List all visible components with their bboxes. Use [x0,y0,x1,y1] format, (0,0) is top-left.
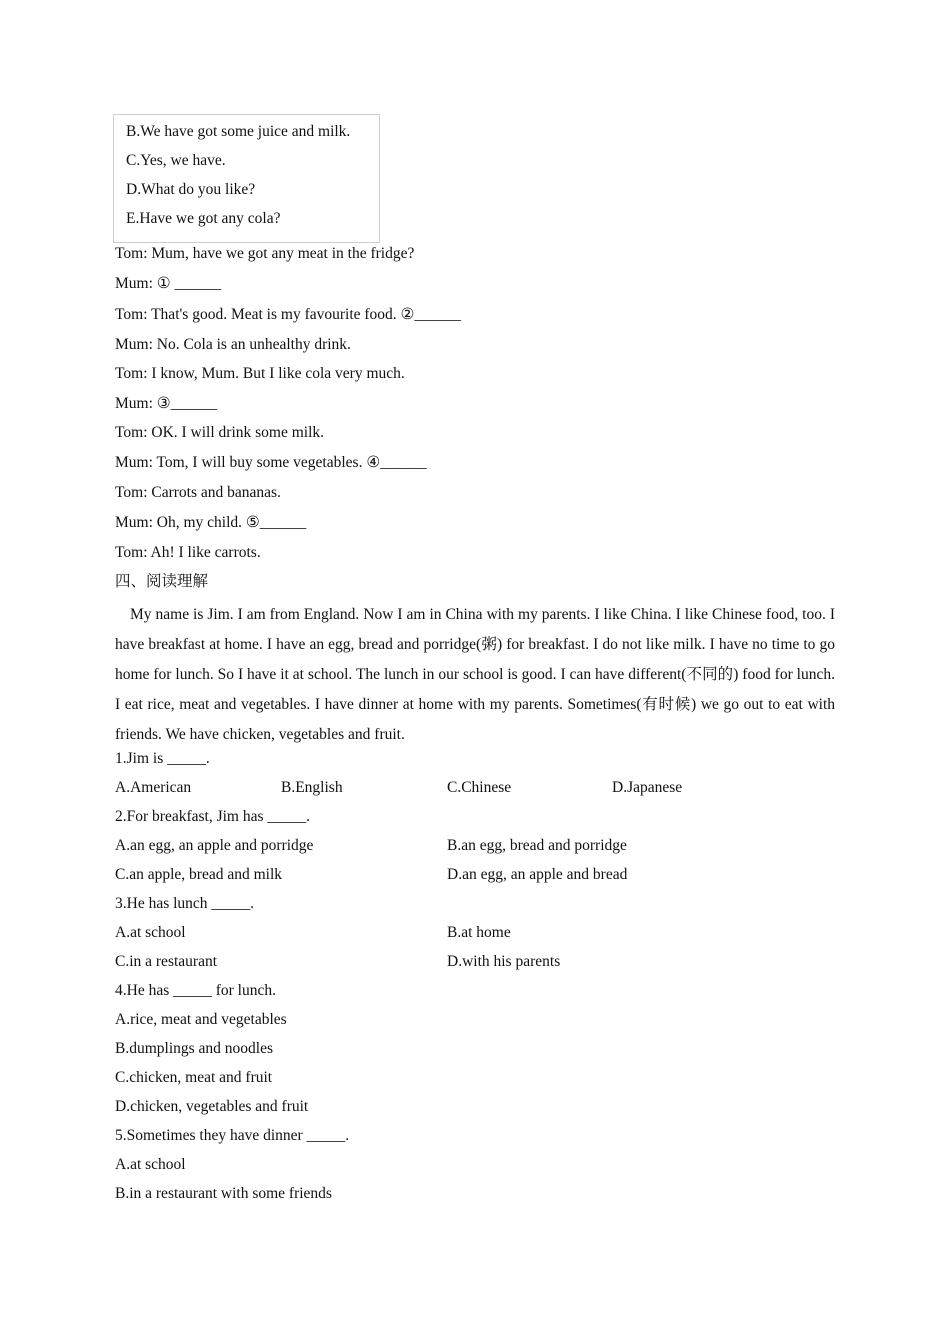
question-5-option-b: B.in a restaurant with some friends [115,1185,332,1202]
dialogue-line: Mum: ③______ [115,395,218,412]
question-5-stem: 5.Sometimes they have dinner _____. [115,1127,350,1144]
question-4-option-b: B.dumplings and noodles [115,1040,274,1057]
dialogue-line: Tom: I know, Mum. But I like cola very much. [115,365,405,382]
question-3-option-c: C.in a restaurant [115,953,218,970]
question-2-option-b: B.an egg, bread and porridge [447,837,627,854]
question-3-option-b: B.at home [447,924,511,941]
dialogue-line: Tom: Carrots and bananas. [115,484,281,501]
question-4-option-a: A.rice, meat and vegetables [115,1011,287,1028]
question-4-option-c: C.chicken, meat and fruit [115,1069,273,1086]
question-2-option-a: A.an egg, an apple and porridge [115,837,314,854]
question-5-option-a: A.at school [115,1156,186,1173]
reading-passage: My name is Jim. I am from England. Now I am in China with my parents. I like China. I like Chinese food, too. I have breakfast at home. I have an egg, bread and porridge(粥) for breakfast. I do not like milk. I have no time to go home for lunch. So I have it at school. The lunch in our school is good. I can have different(不同的) food for lunch. I eat rice, meat and vegetables. I have dinner at home with my parents. Sometimes(有时候) we go out to eat with friends. We have chicken, vegetables and fruit. [115,606,835,743]
box-option-e: E.Have we got any cola? [126,210,281,227]
dialogue-line: Mum: ① ______ [115,275,222,292]
question-2-stem: 2.For breakfast, Jim has _____. [115,808,311,825]
question-4-stem: 4.He has _____ for lunch. [115,982,276,999]
question-1-option-c: C.Chinese [447,779,512,796]
box-option-b: B.We have got some juice and milk. [126,123,351,140]
dialogue-line: Tom: Ah! I like carrots. [115,544,261,561]
section-title: 四、阅读理解 [115,573,209,590]
dialogue-line: Mum: Tom, I will buy some vegetables. ④______ [115,454,427,471]
question-1-stem: 1.Jim is _____. [115,750,210,767]
question-1-option-a: A.American [115,779,192,796]
question-2-option-d: D.an egg, an apple and bread [447,866,628,883]
question-3-option-d: D.with his parents [447,953,561,970]
dialogue-line: Tom: Mum, have we got any meat in the fridge? [115,245,415,262]
box-option-d: D.What do you like? [126,181,256,198]
question-3-stem: 3.He has lunch _____. [115,895,255,912]
question-1-option-d: D.Japanese [612,779,683,796]
dialogue-line: Tom: That's good. Meat is my favourite food. ②______ [115,306,461,323]
question-1-option-b: B.English [281,779,343,796]
question-3-option-a: A.at school [115,924,186,941]
dialogue-line: Mum: Oh, my child. ⑤______ [115,514,307,531]
dialogue-line: Mum: No. Cola is an unhealthy drink. [115,336,351,353]
dialogue-line: Tom: OK. I will drink some milk. [115,424,325,441]
box-option-c: C.Yes, we have. [126,152,226,169]
question-4-option-d: D.chicken, vegetables and fruit [115,1098,309,1115]
question-2-option-c: C.an apple, bread and milk [115,866,283,883]
